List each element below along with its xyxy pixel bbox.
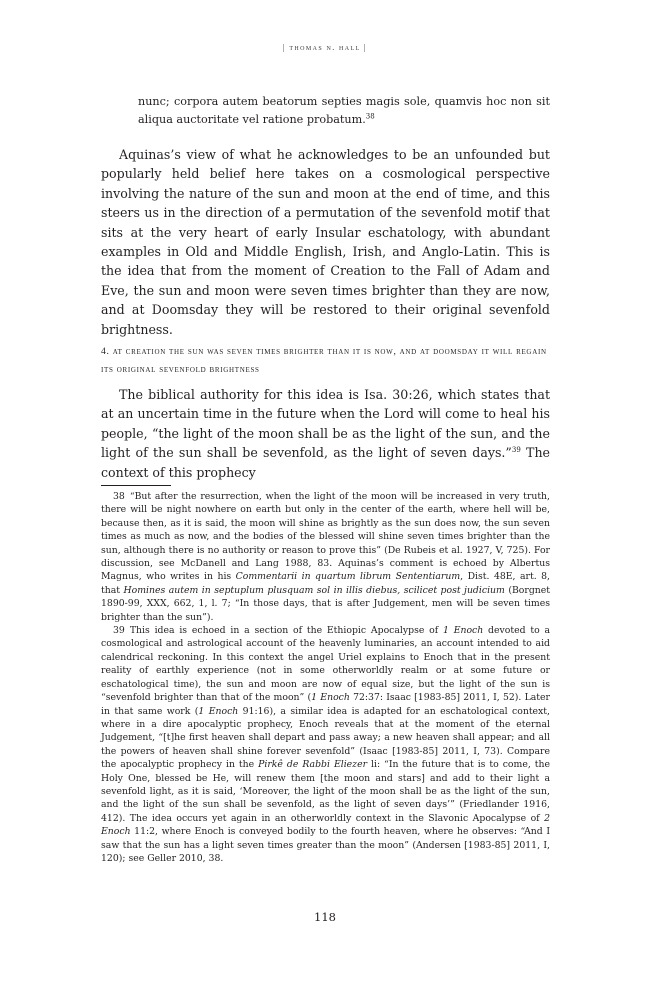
note-ref-38[interactable]: 38 (365, 112, 375, 121)
footnote-38-body (101, 491, 550, 623)
footnote-38 (101, 490, 550, 624)
footnote-text: li: “In the future that is to come, the Holy One, blessed be He, will renew them [the moon and stars] and add to their light a sevenfold light, as it is said, ‘Moreover, the light of the moon shall be as the light of the sun, and the light of the sun shall be sevenfold, as the light of seven days’” (Friedlander 1916, 412). The idea occurs yet again in an otherworldly context in the Slavonic Apocalypse of (101, 759, 551, 824)
italic-title: 2 Enoch (101, 812, 550, 838)
footnote-text: This idea is echoed in a section of the Ethiopic Apocalypse of (129, 625, 443, 637)
footnote-rule (101, 485, 171, 486)
page-number: 118 (314, 910, 336, 924)
block-quote-text: nunc; corpora autem beatorum septies magis sole, quamvis hoc non sit aliqua auctoritate vel ratione probatum. (138, 95, 550, 126)
paragraph-1 (101, 145, 550, 339)
note-ref-39[interactable]: 39 (511, 446, 521, 455)
footnote-text: , Dist. 48E, art. 8, that (101, 571, 550, 596)
footnote-text: 91:16), a similar idea is adapted for an eschatological context, where in a dire apocalyptic prophecy, Enoch reveals that at the moment of the eternal Judgement, “[t]he first heaven shall depart and pass away; a new heaven shall appear; and all the powers of heaven shall shine forever sevenfold” (Isaac [1983-85] 2011, I, 73). Compare the apocalyptic prophecy in the (101, 705, 550, 771)
footnote-text: 11:2, where Enoch is conveyed bodily to the fourth heaven, where he observes: “And I saw that the sun has a light seven times greater than the moon” (Andersen [1983-85] 2011, I, 120); see Geller 2010, 38. (101, 826, 550, 864)
footnotes (101, 490, 550, 865)
running-head: | thomas n. hall | (282, 43, 368, 52)
paragraph-2-tail: The context of this prophecy (101, 445, 551, 480)
footnote-number: 38 (113, 491, 125, 502)
paragraph-1-text: Aquinas’s view of what he acknowledges to be an unfounded but popularly held belief here takes on a cosmological perspective involving the nature of the sun and moon at the end of time, and this steers us in the direction of a permutation of the sevenfold motif that sits at the very heart of early Insular eschatology, with abundant examples in Old and Middle English, Irish, and Anglo-Latin. This is the idea that from the moment of Creation to the Fall of Adam and Eve, the sun and moon were seven times brighter than they are now, and at Doomsday they will be restored to their original sevenfold brightness. (101, 147, 550, 337)
paragraph-2 (101, 385, 550, 482)
footnote-number: 39 (113, 625, 125, 637)
footnote-text: devoted to a cosmological and astrological account of the heavenly luminaries, an account intended to aid calendrical reckoning. In this context the angel Uriel explains to Enoch that in the present reality of earthly experience (not in some otherworldly realm or at some future or eschatological time), the sun and moon are now of equal size, but the light of the sun is “sevenfold brighter than that of the moon” ( (101, 625, 551, 704)
italic-title: 1 Enoch (198, 705, 239, 717)
paragraph-2-text: The biblical authority for this idea is Isa. 30:26, which states that at an uncertain time in the future when the Lord will come to heal his people, “the light of the moon shall be as the light of the sun, and the light of the sun shall be sevenfold, as the light of seven days.” (101, 387, 550, 461)
footnote-39-body (101, 625, 550, 864)
footnote-39 (101, 624, 550, 865)
italic-title: 1 Enoch (442, 625, 484, 637)
italic-title: 1 Enoch (311, 692, 350, 704)
footnote-text: (Borgnet 1890-99, XXX, 662, 1, l. 7; “In those days, that is after Judgement, men will be seven times brighter than the sun”). (101, 584, 550, 623)
italic-title: Homines autem in septuplum plusquam sol in illis diebus, scilicet post judicium (123, 584, 505, 596)
section-heading: 4. at creation the sun was seven times brighter than it is now, and at doomsday it will regain its original sevenfold brightness (101, 346, 547, 375)
footnote-text: “But after the resurrection, when the light of the moon will be increased in very truth, there will be night nowhere on earth but only in the center of the earth, where hell will be, because then, as it is said, the moon will shine as brightly as the sun does now, the sun seven times as much as now, and the bodies of the blessed will shine seven times brighter than the sun, although there is no authority or reason to prove this” (De Rubeis et al. 1927, V, 725). For discussion, see McDanell and Lang 1988, 83. Aquinas’s comment is echoed by Albertus Magnus, who writes in his (101, 491, 550, 583)
footnote-text: 72:37: Isaac [1983-85] 2011, I, 52). Later in that same work ( (101, 692, 550, 717)
italic-title: Commentarii in quartum librum Sententiarum (235, 571, 461, 583)
italic-title: Pirkê de Rabbi Eliezer (258, 759, 368, 771)
block-quote (138, 93, 550, 129)
